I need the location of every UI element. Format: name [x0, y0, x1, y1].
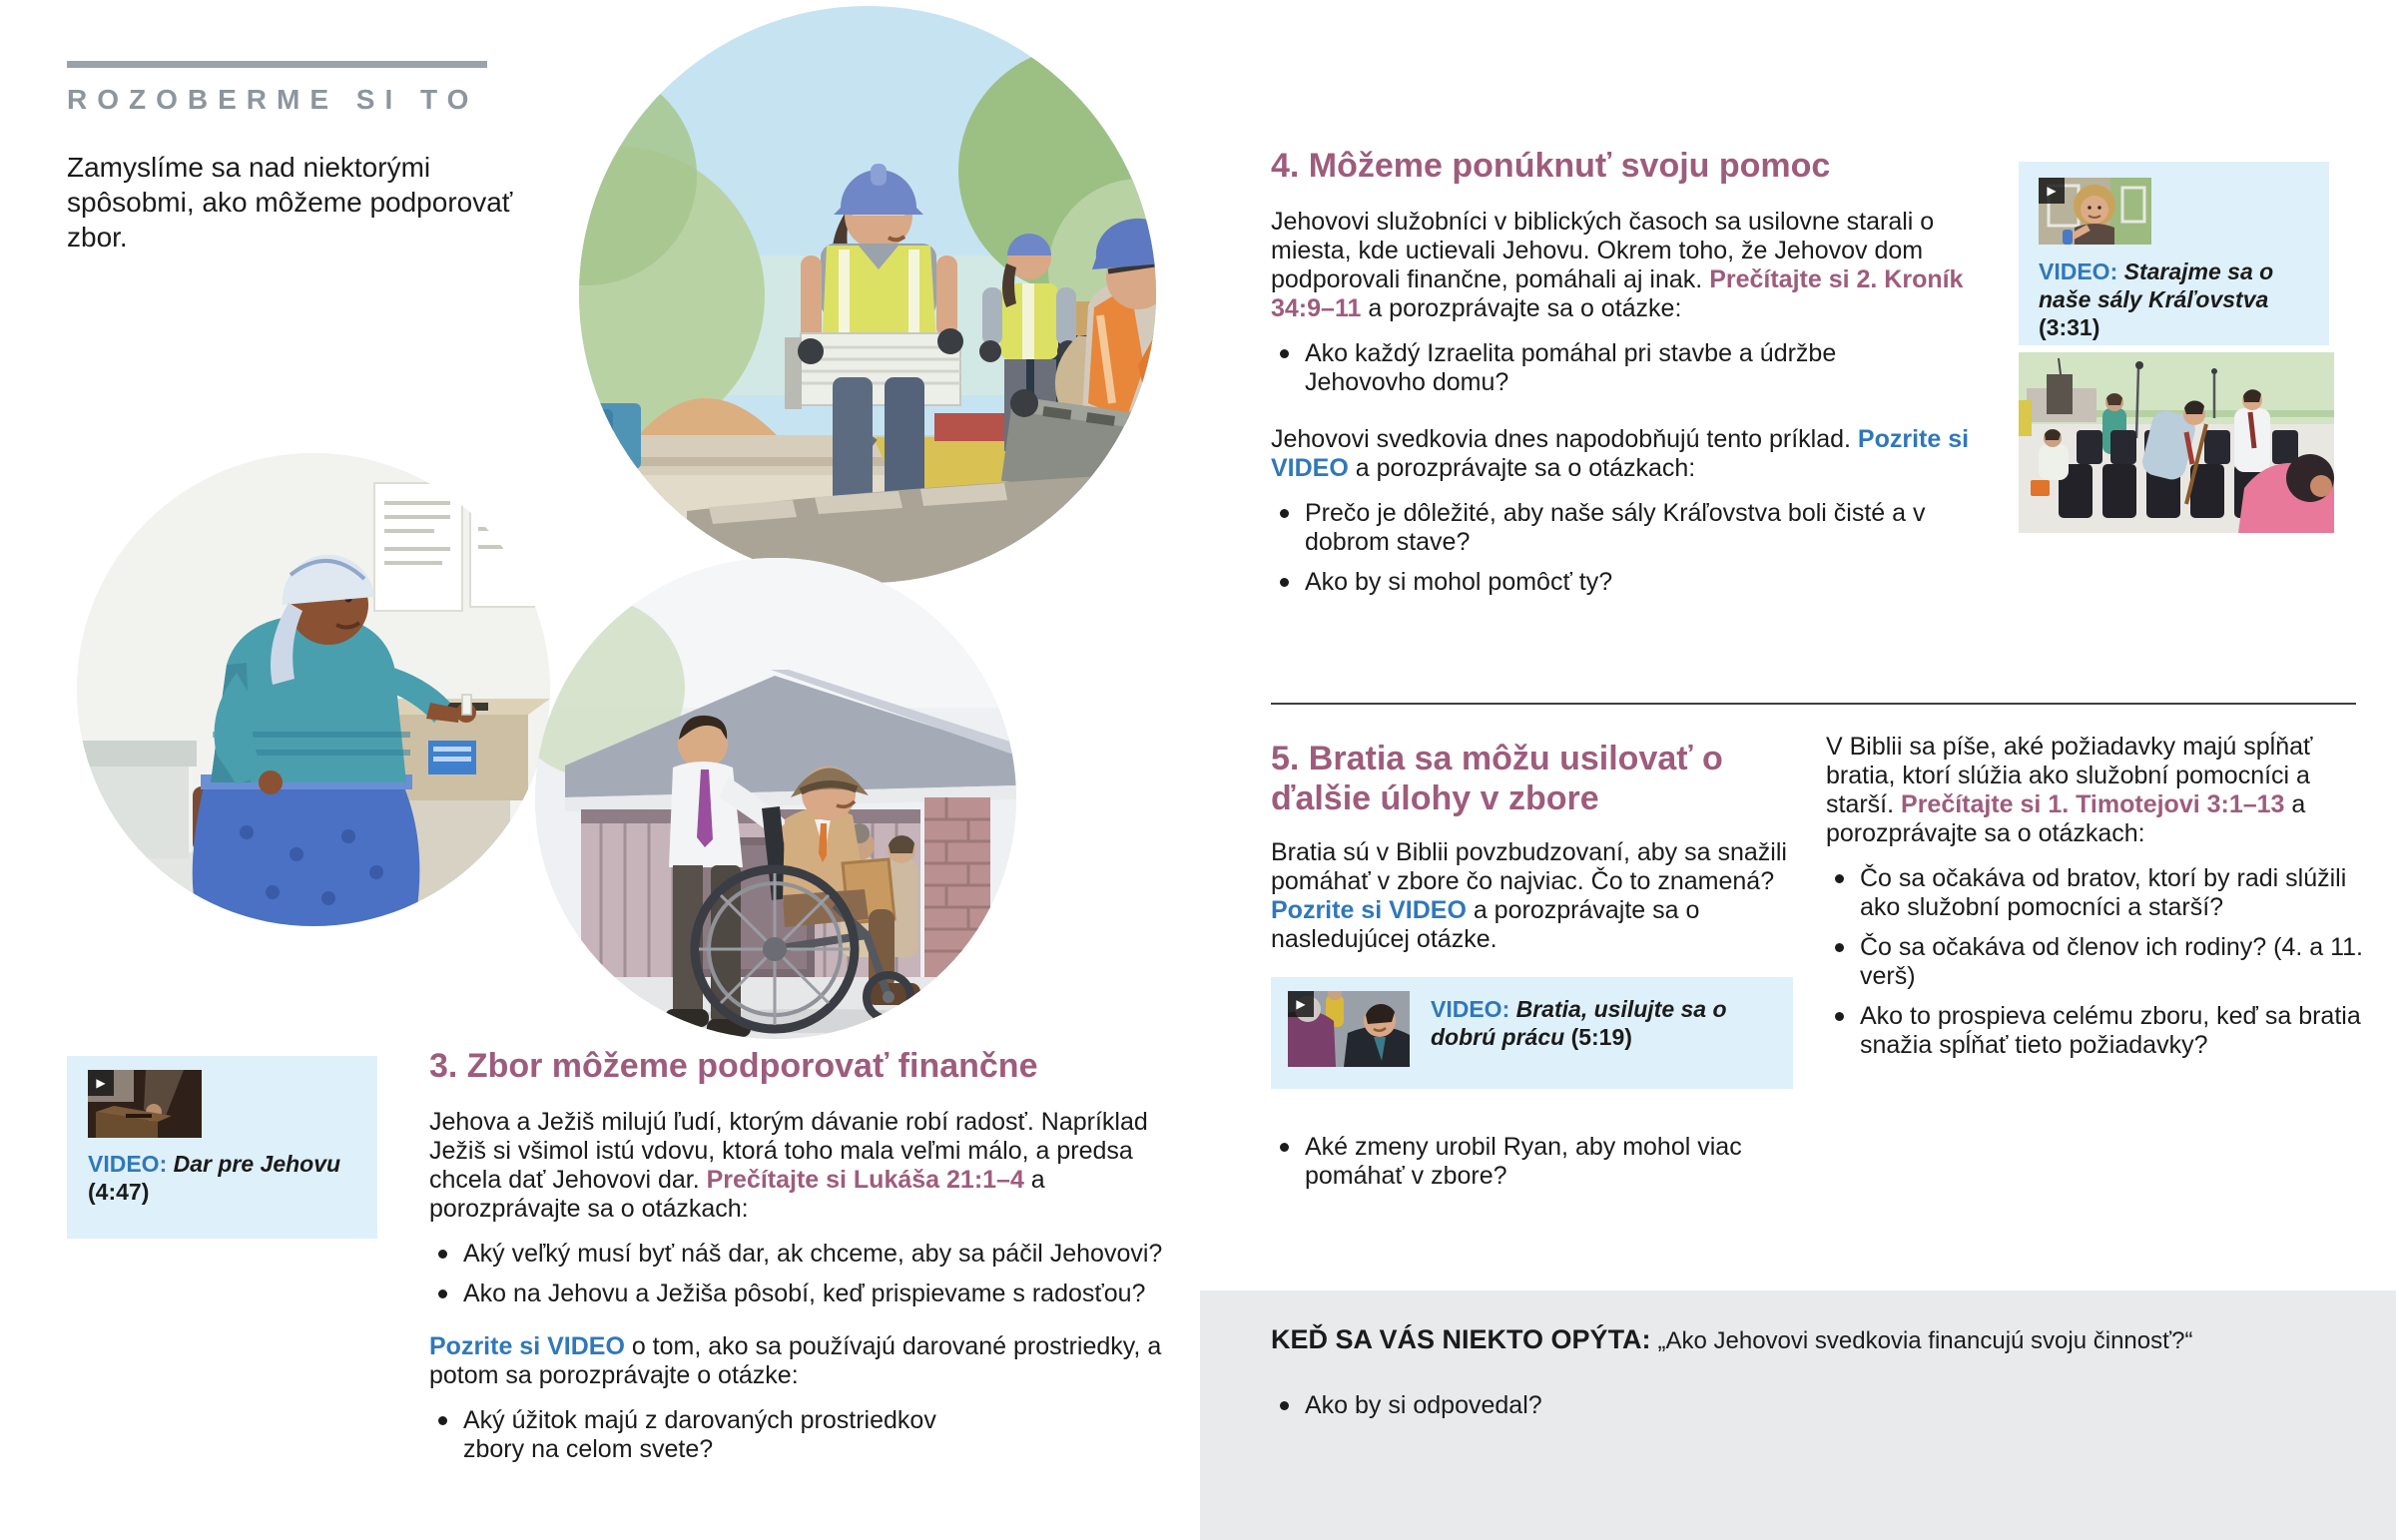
video-duration: (4:47) — [88, 1179, 150, 1205]
video-label: VIDEO: — [88, 1151, 168, 1177]
bullet-item: Ako každý Izraelita pomáhal pri stavbe a údržbe Jehovovho domu? — [1271, 339, 1950, 397]
kicker-bar — [67, 61, 487, 68]
video-duration: (5:19) — [1570, 1024, 1632, 1050]
play-icon: ▶ — [88, 1070, 114, 1096]
bullet-item: Ako by si mohol pomôcť ty? — [1271, 568, 1950, 597]
section-3-questions-2 — [429, 1406, 988, 1464]
video-link[interactable]: Pozrite si VIDEO — [429, 1332, 625, 1360]
section-3 — [429, 1046, 1176, 1464]
scripture-link-timotejovi[interactable]: Prečítajte si 1. Timotejovi 3:1–13 — [1901, 790, 2285, 818]
section-5-questions-2 — [1826, 864, 2370, 1060]
bullet-item: Prečo je dôležité, aby naše sály Kráľovstva boli čisté a v dobrom stave? — [1271, 499, 1950, 557]
video-title: Bratia, usilujte sa o dobrú prácu — [1431, 996, 1727, 1050]
section-divider — [1271, 703, 2356, 705]
section-4 — [1271, 146, 2018, 597]
video-panel-bratia — [1271, 977, 1793, 1089]
section-5-heading: 5. Bratia sa môžu usilovať o ďalšie úlohy v zbore — [1271, 740, 1723, 817]
section-5-paragraph-2: V Biblii sa píše, aké požiadavky majú spĺňať bratia, ktorí slúžia ako služobní pomocníci a starší. Prečítajte si 1. Timotejovi 3:1–13 a porozprávajte sa o otázkach: — [1826, 733, 2313, 847]
video-thumbnail-bratia[interactable] — [1288, 991, 1410, 1067]
video-link[interactable]: Pozrite si VIDEO — [1271, 425, 1970, 482]
section-3-paragraph-2: Pozrite si VIDEO o tom, ako sa používajú darované prostriedky, a potom sa porozprávajte o otázke: — [429, 1332, 1162, 1389]
video-duration: (3:31) — [2039, 314, 2100, 340]
video-caption[interactable] — [88, 1150, 363, 1206]
video-link[interactable]: Pozrite si VIDEO — [1271, 896, 1467, 924]
video-label: VIDEO: — [1431, 996, 1510, 1022]
video-caption[interactable] — [1431, 995, 1775, 1051]
kicker-label: ROZOBERME SI TO — [67, 84, 479, 115]
section-4-heading: 4. Môžeme ponúknuť svoju pomoc — [1271, 147, 1831, 185]
section-5-paragraph-1: Bratia sú v Biblii povzbudzovaní, aby sa snažili pomáhať v zbore čo najviac. Čo to znamená? Pozrite si VIDEO a porozprávajte sa o nasledujúcej otázke. — [1271, 838, 1787, 953]
section-4-paragraph-2: Jehovovi svedkovia dnes napodobňujú tento príklad. Pozrite si VIDEO a porozprávajte sa o otázkach: — [1271, 425, 1970, 482]
section-4-paragraph-1: Jehovovi služobníci v biblických časoch sa usilovne starali o miesta, kde uctievali Jehovu. Okrem toho, že Jehovov dom podporovali finančne, pomáhali aj inak. Prečítajte si 2. Kroník 34:9–11 a porozprávajte sa o otázke: — [1271, 208, 1964, 322]
donation-illustration — [77, 453, 550, 926]
construction-illustration — [579, 6, 1156, 583]
video-title: Starajme sa o naše sály Kráľovstva — [2039, 258, 2274, 312]
wheelchair-illustration — [535, 558, 1016, 1039]
video-panel-saly-kralovstva — [2019, 162, 2329, 345]
bullet-item: Ako na Jehovu a Ježiša pôsobí, keď prispievame s radosťou? — [429, 1280, 1176, 1308]
video-thumbnail-dar-pre-jehovu[interactable] — [88, 1070, 202, 1138]
scripture-link-kronik[interactable]: Prečítajte si 2. Kroník 34:9–11 — [1271, 265, 1964, 322]
ask-lead: KEĎ SA VÁS NIEKTO OPÝTA: — [1271, 1324, 1651, 1354]
section-4-questions-2 — [1271, 499, 1950, 597]
bullet-item: Aké zmeny urobil Ryan, aby mohol viac pomáhať v zbore? — [1271, 1133, 1790, 1191]
ask-quote: „Ako Jehovovi svedkovia financujú svoju činnosť?“ — [1657, 1327, 2193, 1354]
bullet-item: Aký úžitok majú z darovaných prostriedkov zbory na celom svete? — [429, 1406, 988, 1464]
scripture-link-lukas[interactable]: Prečítajte si Lukáša 21:1–4 — [706, 1166, 1024, 1194]
video-title: Dar pre Jehovu — [173, 1151, 341, 1177]
play-icon: ▶ — [1288, 991, 1314, 1017]
bullet-item: Aký veľký musí byť náš dar, ak chceme, aby sa páčil Jehovovi? — [429, 1240, 1176, 1269]
bullet-item: Ako to prospieva celému zboru, keď sa bratia snažia spĺňať tieto požiadavky? — [1826, 1002, 2370, 1060]
bullet-item: Čo sa očakáva od bratov, ktorí by radi slúžili ako služobní pomocníci a starší? — [1826, 864, 2370, 922]
ask-questions — [1271, 1380, 2169, 1420]
section-5-right-column — [1826, 711, 2370, 1060]
section-3-questions — [429, 1240, 1176, 1308]
video-label: VIDEO: — [2039, 258, 2118, 284]
intro-text: Zamyslíme sa nad niektorými spôsobmi, ako môžeme podporovať zbor. — [67, 152, 513, 253]
bullet-item: Čo sa očakáva od členov ich rodiny? (4. a 11. verš) — [1826, 933, 2370, 991]
kingdom-hall-cleaning-photo — [2019, 352, 2334, 533]
ask-heading — [1271, 1324, 2359, 1356]
section-3-heading: 3. Zbor môžeme podporovať finančne — [429, 1047, 1038, 1085]
section-3-paragraph-1: Jehova a Ježiš milujú ľudí, ktorým dávanie robí radosť. Napríklad Ježiš si všimol istú vdovu, ktorá toho mala veľmi málo, a predsa chcela dať Jehovovi dar. Prečítajte si Lukáša 21:1–4 a porozprávajte sa o otázkach: — [429, 1108, 1148, 1223]
video-panel-dar-pre-jehovu — [67, 1056, 377, 1239]
section-4-questions — [1271, 339, 1950, 397]
section-5-questions — [1271, 1122, 1790, 1191]
when-someone-asks-box — [1200, 1290, 2396, 1540]
bullet-item: Ako by si odpovedal? — [1271, 1391, 2169, 1420]
section-5 — [1271, 739, 1790, 954]
play-icon: ▶ — [2039, 178, 2065, 204]
video-thumbnail-saly-kralovstva[interactable] — [2039, 178, 2151, 245]
video-caption[interactable] — [2039, 257, 2320, 341]
